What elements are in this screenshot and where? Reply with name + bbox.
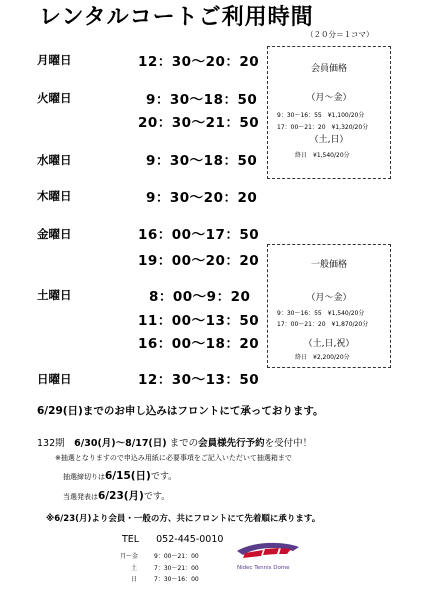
hours-time: 9：00～21：00 — [154, 553, 199, 560]
day-label: 月曜日 — [37, 53, 72, 67]
general-weekday-label: （月～金） — [306, 293, 352, 303]
general-weekend-label: （土,日,祝） — [303, 339, 355, 349]
general-weekday-rate-1: 9：30～16：55 ¥1,540/20分 — [277, 310, 365, 317]
contact-tel — [122, 534, 223, 545]
announcement-suffix: です。 — [143, 492, 171, 502]
announcement-prefix: 当選発表は — [63, 493, 98, 501]
tel-label: TEL — [122, 534, 140, 545]
time-slot: 16：00～18：20 — [138, 336, 260, 352]
nidec-tennis-dome-logo — [233, 541, 303, 573]
time-slot: 12：30～13：50 — [138, 372, 260, 388]
logo-text: Nidec Tennis Dome — [237, 565, 290, 571]
time-slot: 11：00～13：50 — [138, 313, 260, 329]
time-slot: 16：00～17：50 — [138, 227, 260, 243]
hours-time: 7：30～16：00 — [154, 576, 199, 583]
hours-row — [120, 574, 199, 583]
announcement-date — [63, 484, 170, 503]
hours-day: 土 — [131, 565, 138, 572]
time-slot: 19：00～20：20 — [138, 253, 260, 269]
page-subtitle: （２０分＝１コマ） — [306, 30, 374, 39]
term-highlight: 会員様先行予約 — [198, 438, 265, 449]
time-slot: 12：30～20：20 — [138, 54, 260, 70]
time-slot: 9：30～20：20 — [146, 190, 258, 206]
term-range: 6/30(月)～8/17(日) — [74, 438, 167, 449]
hours-row — [120, 551, 199, 560]
page-title: レンタルコートご利用時間 — [39, 5, 314, 30]
member-weekday-label: （月～金） — [306, 93, 352, 103]
lottery-note: ※抽選となりますので申込み用紙に必要事項をご記入いただいて抽選箱まで — [55, 454, 292, 462]
day-label: 土曜日 — [37, 288, 72, 302]
term-prefix: 132期 — [37, 438, 75, 449]
hours-day: 月～金 — [120, 553, 139, 560]
deadline-notice: 6/29(日)までのお申し込みはフロントにて承っております。 — [37, 405, 324, 417]
lottery-deadline-suffix: です。 — [150, 472, 178, 482]
day-label: 水曜日 — [37, 153, 72, 167]
hours-row — [120, 563, 199, 572]
general-weekday-rate-2: 17：00～21：20 ¥1,870/20分 — [277, 321, 369, 328]
general-price-heading: 一般価格 — [310, 260, 347, 270]
lottery-deadline — [63, 464, 177, 483]
general-price-box — [267, 244, 391, 368]
general-weekend-rate: 終日 ¥2,200/20分 — [295, 354, 350, 361]
term-suffix: を受付中！ — [264, 438, 313, 449]
announcement-date-value: 6/23(月) — [98, 490, 144, 502]
tel-number: 052-445-0010 — [156, 534, 224, 545]
member-weekend-label: （土,日） — [309, 135, 349, 145]
day-label: 火曜日 — [37, 91, 72, 105]
time-slot: 8：00～9：20 — [149, 289, 251, 305]
time-slot: 20：30～21：50 — [138, 115, 260, 131]
lottery-deadline-prefix: 抽選締切りは — [63, 473, 105, 481]
open-booking-notice: ※6/23(月)より会員・一般の方、共にフロントにて先着順に承ります。 — [46, 514, 321, 524]
day-label: 金曜日 — [37, 227, 72, 241]
hours-time: 7：30～21：00 — [154, 565, 199, 572]
time-slot: 9：30～18：50 — [146, 92, 258, 108]
term-announcement — [37, 435, 312, 449]
member-weekend-rate: 終日 ¥1,540/20分 — [295, 152, 350, 159]
member-price-box — [267, 46, 391, 179]
member-weekday-rate-1: 9：30～16：55 ¥1,100/20分 — [277, 112, 365, 119]
hours-day: 日 — [131, 576, 138, 583]
lottery-deadline-date: 6/15(日) — [105, 470, 151, 482]
day-label: 木曜日 — [37, 189, 72, 203]
term-mid: までの — [169, 438, 199, 449]
day-label: 日曜日 — [37, 372, 72, 386]
member-weekday-rate-2: 17：00～21：20 ¥1,320/20分 — [277, 124, 369, 131]
member-price-heading: 会員価格 — [310, 64, 347, 74]
time-slot: 9：30～18：50 — [146, 153, 258, 169]
